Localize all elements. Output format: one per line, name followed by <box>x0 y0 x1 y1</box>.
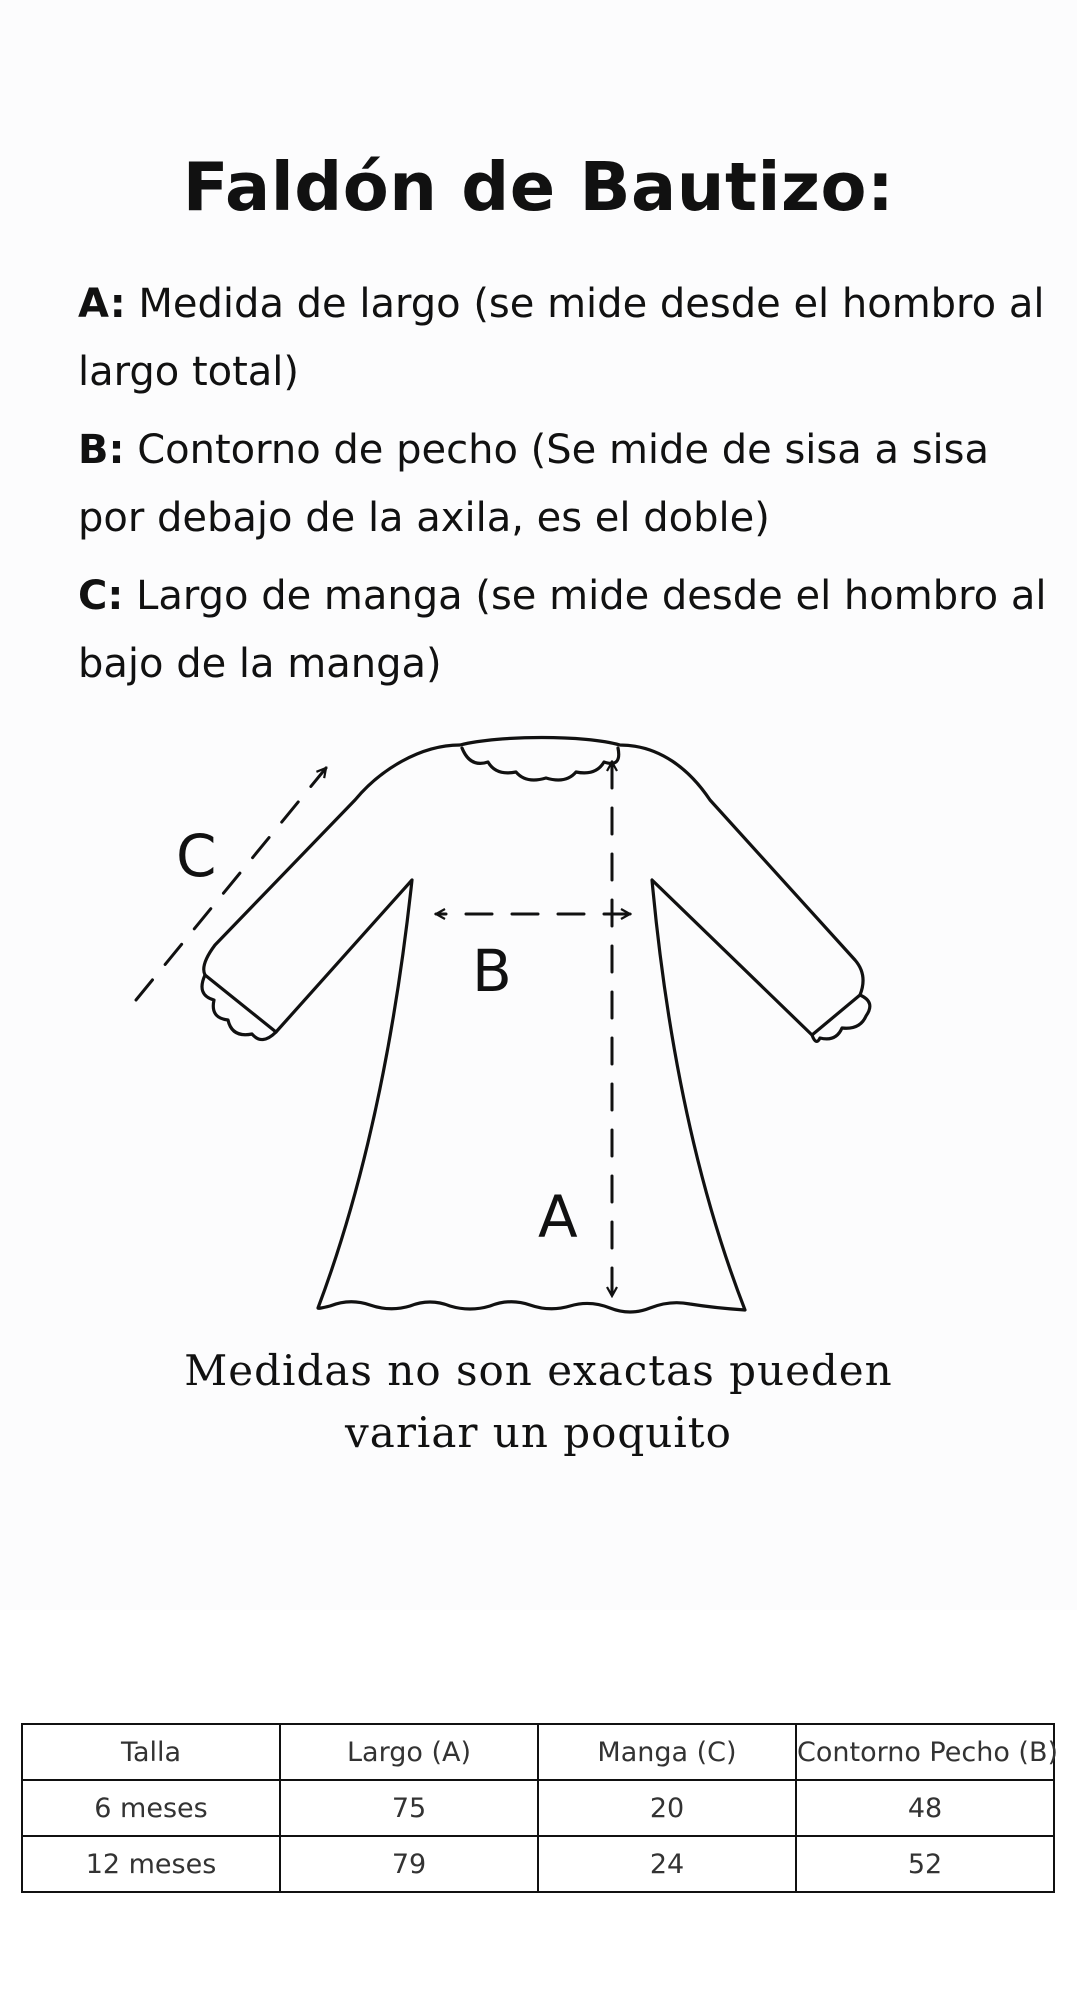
definition-key: A: <box>78 281 126 327</box>
note-line: Medidas no son exactas pueden <box>184 1346 893 1395</box>
page-title: Faldón de Bautizo: <box>182 148 895 226</box>
dress-diagram <box>0 720 1077 1340</box>
measurement-definitions <box>78 270 1058 708</box>
table-cell: 20 <box>538 1780 796 1836</box>
column-header: Talla <box>22 1724 280 1780</box>
table-cell: 79 <box>280 1836 538 1892</box>
table-header-row <box>22 1724 1054 1780</box>
note-line: variar un poquito <box>345 1408 732 1457</box>
definition-text: Contorno de pecho (Se mide de sisa a sisa por debajo de la axila, es el doble) <box>78 427 990 541</box>
arrow-c <box>136 768 326 1000</box>
definition-key: C: <box>78 573 124 619</box>
definition-b <box>78 416 1058 552</box>
table-row <box>22 1780 1054 1836</box>
definition-key: B: <box>78 427 125 473</box>
table-cell: 12 meses <box>22 1836 280 1892</box>
label-b: B <box>472 937 512 1005</box>
definition-text: Medida de largo (se mide desde el hombro al largo total) <box>78 281 1045 395</box>
table-cell: 52 <box>796 1836 1054 1892</box>
table-cell: 48 <box>796 1780 1054 1836</box>
definition-text: Largo de manga (se mide desde el hombro al bajo de la manga) <box>78 573 1047 687</box>
label-a: A <box>538 1183 578 1251</box>
left-cuff-scallop <box>202 975 276 1040</box>
size-table <box>21 1723 1059 1893</box>
column-header: Manga (C) <box>538 1724 796 1780</box>
table-row <box>22 1836 1054 1892</box>
table-cell: 24 <box>538 1836 796 1892</box>
column-header: Contorno Pecho (B) <box>796 1724 1054 1780</box>
right-cuff-scallop <box>812 995 870 1041</box>
definition-c <box>78 562 1058 698</box>
dress-outline <box>204 738 863 1313</box>
definition-a <box>78 270 1058 406</box>
table-cell: 6 meses <box>22 1780 280 1836</box>
disclaimer-note <box>0 1340 1077 1464</box>
collar-scallop <box>462 748 619 780</box>
label-c: C <box>176 822 217 890</box>
table-cell: 75 <box>280 1780 538 1836</box>
column-header: Largo (A) <box>280 1724 538 1780</box>
